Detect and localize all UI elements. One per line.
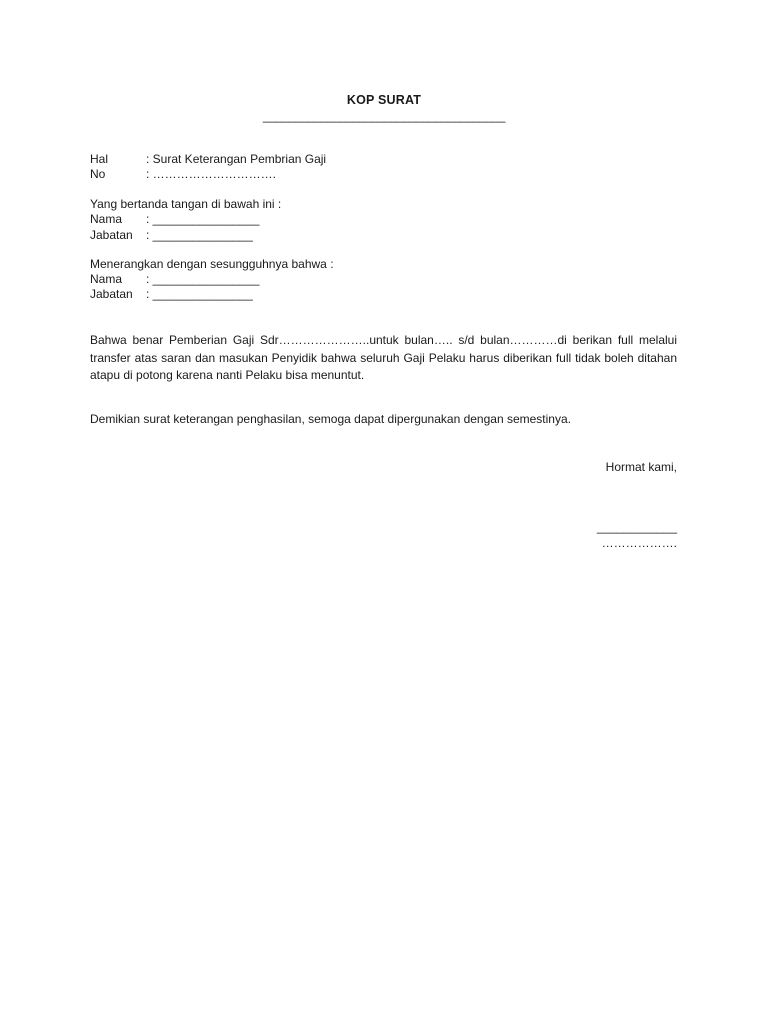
subject-jabatan-value: : _______________ [146,287,253,301]
signer-jabatan-row [90,228,253,243]
hal-value: : Surat Keterangan Pembrian Gaji [146,152,327,166]
signer-jabatan-label: Jabatan [90,228,133,242]
letterhead-rule: ______________________________________ [262,109,506,123]
letterhead-title: KOP SURAT [346,93,422,107]
signature-greeting: Hormat kami, [605,460,677,474]
closing-sentence: Demikian surat keterangan penghasilan, semoga dapat dipergunakan dengan semestinya. [90,412,571,426]
no-value: : …………………………. [146,167,277,181]
signer-nama-row [90,212,259,227]
no-label: No [90,167,106,181]
body-paragraph: Bahwa benar Pemberian Gaji Sdr…………………..untuk bulan….. s/d bulan…………di berikan full melalui transfer atas saran dan masukan Penyidik bahwa seluruh Gaji Pelaku harus diberikan full tidak boleh ditahan atapu di potong karena nanti Pelaku bisa menuntut. [90,333,677,382]
hal-label: Hal [90,152,109,166]
signature-line: ____________ [596,520,677,534]
signer-jabatan-value: : _______________ [146,228,253,242]
signer-nama-value: : ________________ [146,212,260,226]
signer-nama-label: Nama [90,212,123,226]
subject-nama-value: : ________________ [146,272,260,286]
subject-jabatan-row [90,287,253,302]
subject-intro: Menerangkan dengan sesungguhnya bahwa : [90,257,334,271]
signature-name-placeholder: ………………. [601,536,677,550]
subject-nama-row [90,272,259,287]
hal-row [90,152,326,167]
subject-nama-label: Nama [90,272,123,286]
no-row [90,167,276,182]
subject-jabatan-label: Jabatan [90,287,133,301]
signer-intro: Yang bertanda tangan di bawah ini : [90,197,282,211]
